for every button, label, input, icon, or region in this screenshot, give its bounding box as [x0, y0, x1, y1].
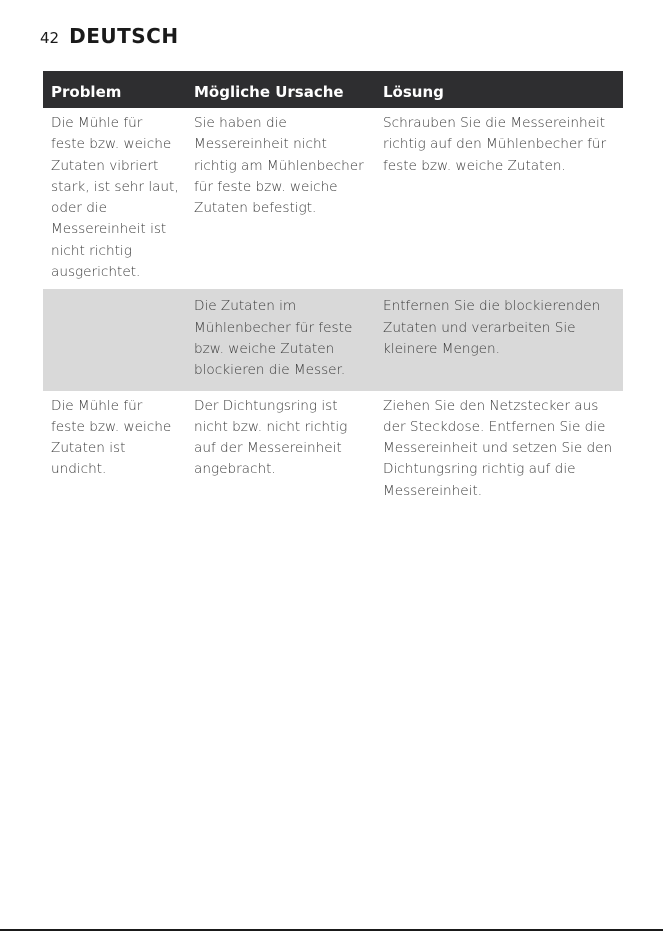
cause-cell: Die Zutaten im Mühlenbecher für feste bzw. weiche Zutaten blockieren die Messer.: [186, 289, 375, 390]
table-row: [43, 108, 623, 289]
column-header-solution: Lösung: [375, 71, 623, 108]
cause-cell: Sie haben die Messereinheit nicht richtig am Mühlenbecher für feste bzw. weiche Zutaten befestigt.: [194, 115, 364, 217]
table-row: [43, 391, 623, 508]
page-number: 42: [40, 29, 60, 47]
solution-cell: Ziehen Sie den Netzstecker aus der Steckdose. Entfernen Sie die Messereinheit und setzen Sie den Dichtungsring richtig auf die Messereinheit.: [383, 397, 613, 499]
table-header: [43, 71, 623, 108]
table-body: [43, 108, 623, 508]
problem-cell: Die Mühle für feste bzw. weiche Zutaten vibriert stark, ist sehr laut, oder die Messereinheit ist nicht richtig ausgerichtet.: [51, 115, 179, 281]
column-header-problem: Problem: [43, 71, 186, 108]
problem-cell: [43, 289, 186, 390]
solution-cell: Schrauben Sie die Messereinheit richtig auf den Mühlenbecher für feste bzw. weiche Zutaten.: [383, 115, 607, 174]
page-header: [40, 24, 179, 48]
table-header-row: [43, 71, 623, 108]
column-header-cause: Mögliche Ursache: [186, 71, 375, 108]
troubleshooting-table: [43, 71, 623, 508]
table-row: [43, 289, 623, 390]
section-title: DEUTSCH: [69, 24, 179, 48]
solution-cell: Entfernen Sie die blockierenden Zutaten und verarbeiten Sie kleinere Mengen.: [375, 289, 623, 390]
problem-cell: Die Mühle für feste bzw. weiche Zutaten ist undicht.: [51, 397, 172, 478]
page-bottom-rule: [0, 929, 663, 931]
cause-cell: Der Dichtungsring ist nicht bzw. nicht richtig auf der Messereinheit angebracht.: [194, 397, 348, 478]
